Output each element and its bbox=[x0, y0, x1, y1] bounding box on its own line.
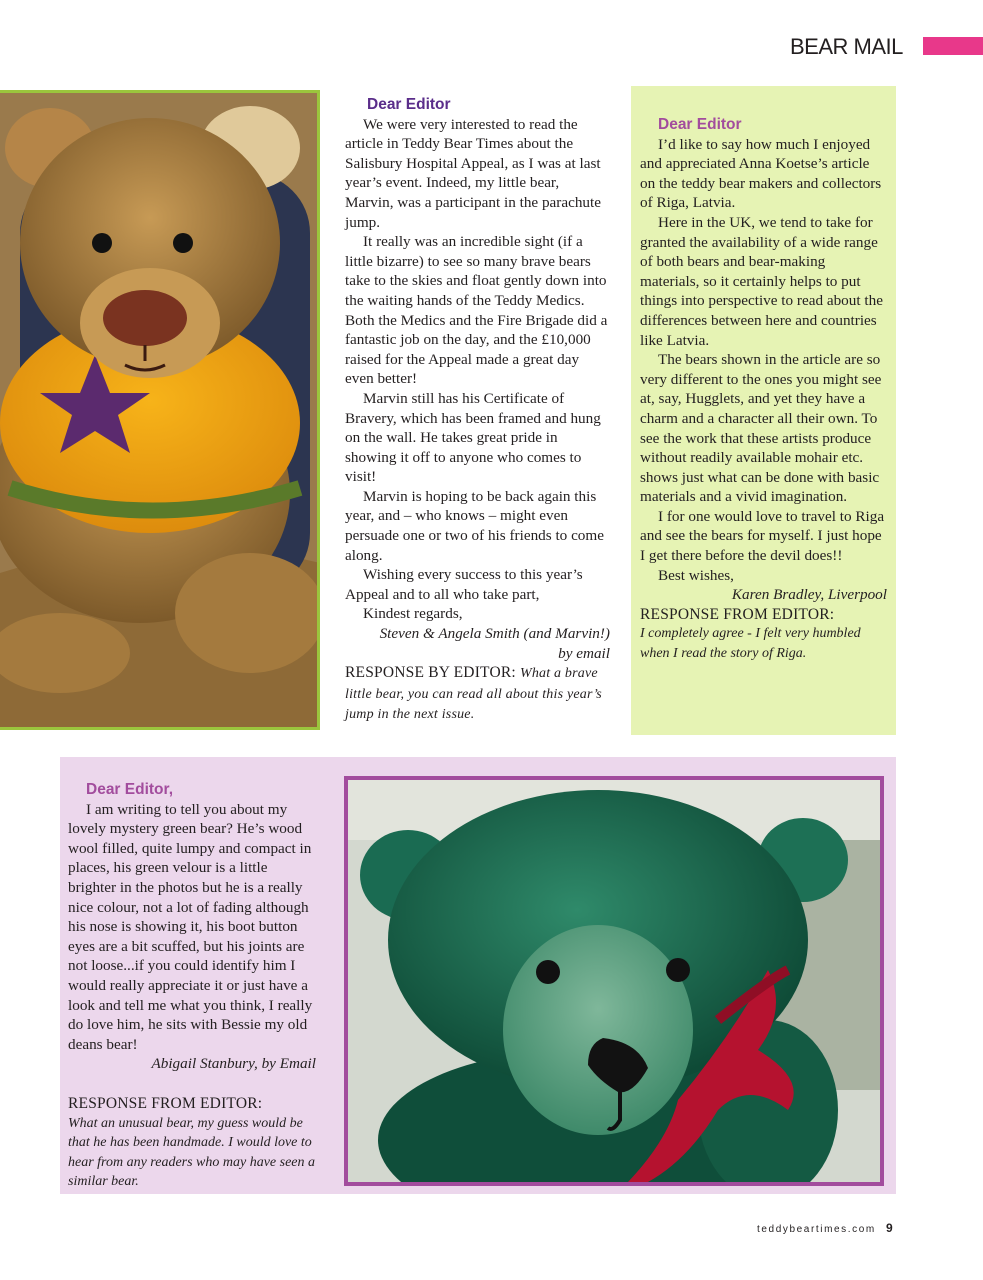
response-label: RESPONSE FROM EDITOR: bbox=[68, 1094, 263, 1112]
footer-url: teddybeartimes.com bbox=[757, 1224, 876, 1235]
letter-signature: Steven & Angela Smith (and Marvin!) bbox=[379, 625, 610, 643]
letter-paragraph: I for one would love to travel to Riga and see the bears for myself. I just hope I get there before the devil does!! bbox=[640, 507, 885, 565]
section-title: BEAR MAIL bbox=[790, 34, 903, 59]
letter-paragraph: I’d like to say how much I enjoyed and appreciated Anna Koetse’s article on the teddy bear makers and collectors of Riga, Latvia. bbox=[640, 135, 882, 212]
letter-paragraph: It really was an incredible sight (if a little bizarre) to see so many brave bears take to the skies and float gently down into the waiting hands of the Teddy Medics. Both the Medics and the Fire Brigade did a fantastic job on the day, and the £10,000 raised for the Appeal made a great day even better! bbox=[345, 233, 608, 388]
green-bear-photo bbox=[344, 776, 884, 1186]
letter-paragraph: Wishing every success to this year’s Appeal and to all who take part, bbox=[345, 566, 583, 603]
letter-heading: Dear Editor, bbox=[86, 781, 173, 798]
letter-closing: Kindest regards, bbox=[363, 605, 463, 623]
letter-paragraph: I am writing to tell you about my lovely mystery green bear? He’s wood wool filled, quite lumpy and compact in places, his green velour is a little brighter in the photos but he is a really nice colour, not a lot of fading although his nose is showing it, his boot button eyes are a bit scuffed, but his joints are not loose...if you could identify him I would really appreciate it or just have a look and tell me what you think, I really do love him, he sits with Bessie my old deans bear! bbox=[68, 800, 313, 1053]
letter-closing: Best wishes, bbox=[658, 566, 734, 584]
letter-signature: Karen Bradley, Liverpool bbox=[731, 586, 887, 604]
letter-green-bear bbox=[68, 780, 316, 1192]
letter-via: by email bbox=[558, 644, 610, 662]
response-text: I completely agree - I felt very humbled when I read the story of Riga. bbox=[640, 626, 861, 662]
letter-paragraph: The bears shown in the article are so very different to the ones you might see at, say, Hugglets, and yet they have a charm and a character all their own. To see the work that these artists produce without readily available mohair etc. shows just what can be done with basic materials and a vivid imagination. bbox=[640, 351, 882, 506]
response-text: What a brave little bear, you can read all about this year’s jump in the next issue. bbox=[345, 666, 602, 723]
letter-heading: Dear Editor bbox=[367, 96, 451, 113]
marvin-bear-photo bbox=[0, 90, 320, 730]
letter-paragraph: Marvin still has his Certificate of Bravery, which has been framed and hung on the wall. He takes great pride in showing it off to anyone who comes to visit! bbox=[345, 389, 601, 486]
letter-paragraph: Here in the UK, we tend to take for granted the availability of a wide range of both bears and bear-making materials, so it certainly helps to put things into perspective to read about the differences between here and countries like Latvia. bbox=[640, 213, 883, 349]
letter-riga bbox=[640, 115, 887, 664]
editor-response bbox=[345, 663, 610, 725]
page-number: 9 bbox=[886, 1221, 893, 1235]
letter-paragraph: Marvin is hoping to be back again this year, and – who knows – might even persuade one or two of his friends to come along. bbox=[345, 487, 604, 564]
letter-marvin bbox=[345, 95, 610, 725]
section-accent-bar bbox=[923, 37, 983, 55]
letter-paragraph: We were very interested to read the article in Teddy Bear Times about the Salisbury Hospital Appeal, as I was at last year’s event. Indeed, my little bear, Marvin, was a participant in the parachute jump. bbox=[345, 115, 601, 231]
letter-signature: Abigail Stanbury, by Email bbox=[151, 1055, 316, 1073]
response-text: What an unusual bear, my guess would be that he has been handmade. I would love to hear from any readers who may have seen a similar bear. bbox=[68, 1115, 316, 1190]
response-label: RESPONSE FROM EDITOR: bbox=[640, 605, 835, 623]
response-label: RESPONSE BY EDITOR: bbox=[345, 664, 516, 682]
letter-heading: Dear Editor bbox=[658, 116, 742, 133]
